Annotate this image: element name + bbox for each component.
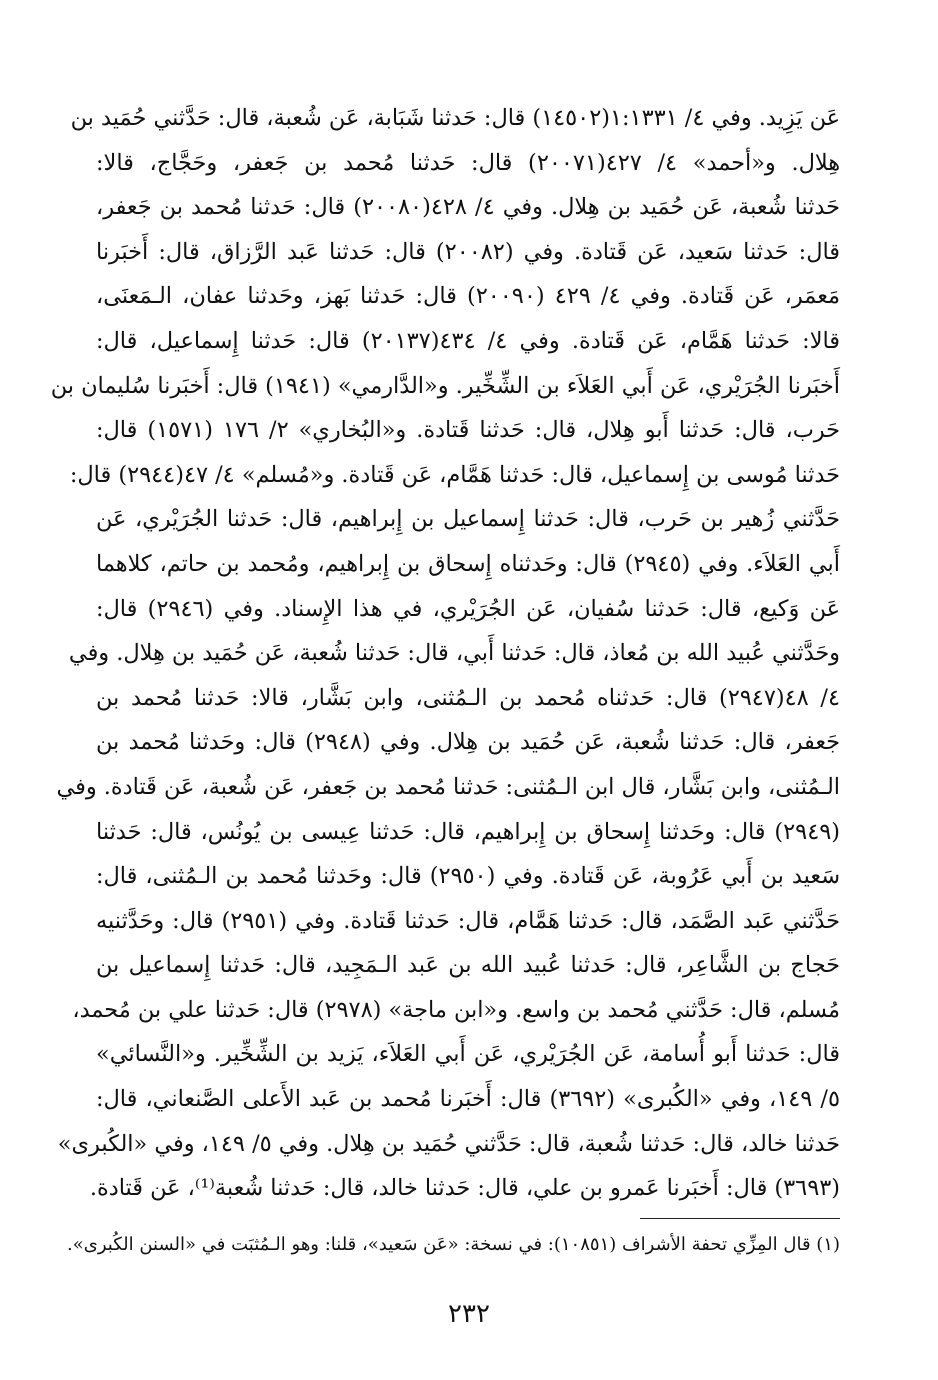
- footnote: (١) قال المِزِّي تحفة الأشراف (١٠٨٥١): في نسخة: «عَن سَعيد»، قلنا: وهو الـمُثبَت في «السنن الكُبرى».: [67, 1234, 840, 1255]
- text-line: حَدثنا شُعبة، عَن حُمَيد بن هِلال. وفي ٤/ ٤٢٨(٢٠٠٨٠) قال: حَدثنا مُحمد بن جَعفر،: [96, 194, 840, 221]
- text-line: حَدثنا خالد، قال: حَدثنا شُعبة، قال: حَدَّثني حُمَيد بن هِلال. وفي ٥/ ١٤٩، وفي «الكُبرى»: [57, 1130, 840, 1157]
- text-line: الـمُثنى، وابن بَشَّار، قال ابن الـمُثنى: حَدثنا مُحمد بن جَعفر، عَن شُعبة، عَن قَتادة. وفي: [56, 773, 840, 800]
- text-line: ٥/ ١٤٩، وفي «الكُبرى» (٣٦٩٢) قال: أَخبَرنا مُحمد بن عَبد الأَعلى الصَّنعاني، قال:: [96, 1086, 840, 1113]
- text-line: عَن وَكيع، قال: حَدثنا سُفيان، عَن الجُرَيْري، في هذا الإِسناد. وفي (٢٩٤٦) قال:: [96, 595, 840, 622]
- text-line: حَدَّثني زُهير بن حَرب، قال: حَدثنا إِسماعيل بن إِبراهيم، قال: حَدثنا الجُرَيْري، عَن: [96, 506, 840, 533]
- text-line: مُسلم، قال: حَدَّثني مُحمد بن واسع. و«ابن ماجة» (٢٩٧٨) قال: حَدثنا علي بن مُحمد،: [72, 996, 840, 1023]
- text-line: (٢٩٤٩) قال: وحَدثنا إِسحاق بن إِبراهيم، قال: حَدثنا عِيسى بن يُونُس، قال: حَدثنا: [96, 818, 840, 845]
- text-line: وحَدَّثني عُبيد الله بن مُعاذ، قال: حَدثنا أَبي، قال: حَدثنا شُعبة، عَن حُمَيد بن هِلال. وفي: [68, 640, 840, 667]
- text-line: حَرب، قال: حَدثنا أَبو هِلال، قال: حَدثنا قَتادة. و«البُخاري» ٢/ ١٧٦ (١٥٧١) قال:: [96, 417, 840, 444]
- text-line: قال: حَدثنا أَبو أُسامة، عَن الجُرَيْري، عَن أَبي العَلاَء، يَزيد بن الشِّخِّير. و«النَّسائي»: [96, 1041, 840, 1068]
- text-line: قال: حَدثنا سَعيد، عَن قَتادة. وفي (٢٠٠٨٢) قال: حَدثنا عَبد الرَّزاق، قال: أَخبَرنا: [96, 238, 840, 265]
- text-line: سَعيد بن أَبي عَرُوبة، عَن قَتادة. وفي (٢٩٥٠) قال: وحَدثنا مُحمد بن الـمُثنى، قال:: [96, 863, 840, 890]
- text-line: عَن يَزِيد. وفي ٤/ ١:١٣٣١(١٤٥٠٢) قال: حَدثنا شَبَابة، عَن شُعبة، قال: حَدَّثني حُمَيد بن: [70, 105, 840, 131]
- text-line: أَبي العَلاَء. وفي (٢٩٤٥) قال: وحَدثناه إِسحاق بن إِبراهيم، ومُحمد بن حاتم، كلاهما: [96, 550, 840, 577]
- text-line: حَجاج بن الشَّاعِر، قال: حَدثنا عُبيد الله بن عَبد الـمَجِيد، قال: حَدثنا إِسماعيل بن: [96, 952, 840, 979]
- text-line: قالا: حَدثنا هَمَّام، عَن قَتادة. وفي ٤/ ٤٣٤(٢٠١٣٧) قال: حَدثنا إِسماعيل، قال:: [96, 327, 840, 354]
- text-line: مَعمَر، عَن قَتادة. وفي ٤/ ٤٢٩ (٢٠٠٩٠) قال: حَدثنا بَهز، وحَدثنا عفان، الـمَعنَى،: [96, 283, 840, 310]
- text-line: جَعفر، قال: حَدثنا شُعبة، عَن حُمَيد بن هِلال. وفي (٢٩٤٨) قال: وحَدثنا مُحمد بن: [96, 729, 840, 756]
- main-text-block: [50, 96, 841, 1211]
- text-line: (٣٦٩٣) قال: أَخبَرنا عَمرو بن علي، قال: حَدثنا خالد، قال: حَدثنا شُعبة⁽¹⁾، عَن قَتادة.: [89, 1175, 840, 1202]
- text-line: أَخبَرنا الجُرَيْري، عَن أَبي العَلاَء بن الشِّخِّير. و«الدَّارمي» (١٩٤١) قال: أَخبَرنا سُليمان بن: [50, 372, 840, 399]
- page-number: ٢٣٢: [448, 1299, 490, 1329]
- text-line: هِلال. و«أحمد» ٤/ ٤٢٧(٢٠٠٧١) قال: حَدثنا مُحمد بن جَعفر، وحَجَّاج، قالا:: [96, 149, 841, 176]
- text-line: ٤/ ٤٨(٢٩٤٧) قال: حَدثناه مُحمد بن الـمُثنى، وابن بَشَّار، قالا: حَدثنا مُحمد بن: [96, 684, 840, 711]
- text-line: حَدثنا مُوسى بن إِسماعيل، قال: حَدثنا هَمَّام، عَن قَتادة. و«مُسلم» ٤/ ٤٧(٢٩٤٤) قال:: [69, 461, 840, 488]
- footnote-separator: [640, 1218, 840, 1219]
- text-line: حَدَّثني عَبد الصَّمَد، قال: حَدثنا هَمَّام، قال: حَدثنا قَتادة. وفي (٢٩٥١) قال: وحَدَّثنيه: [96, 907, 840, 934]
